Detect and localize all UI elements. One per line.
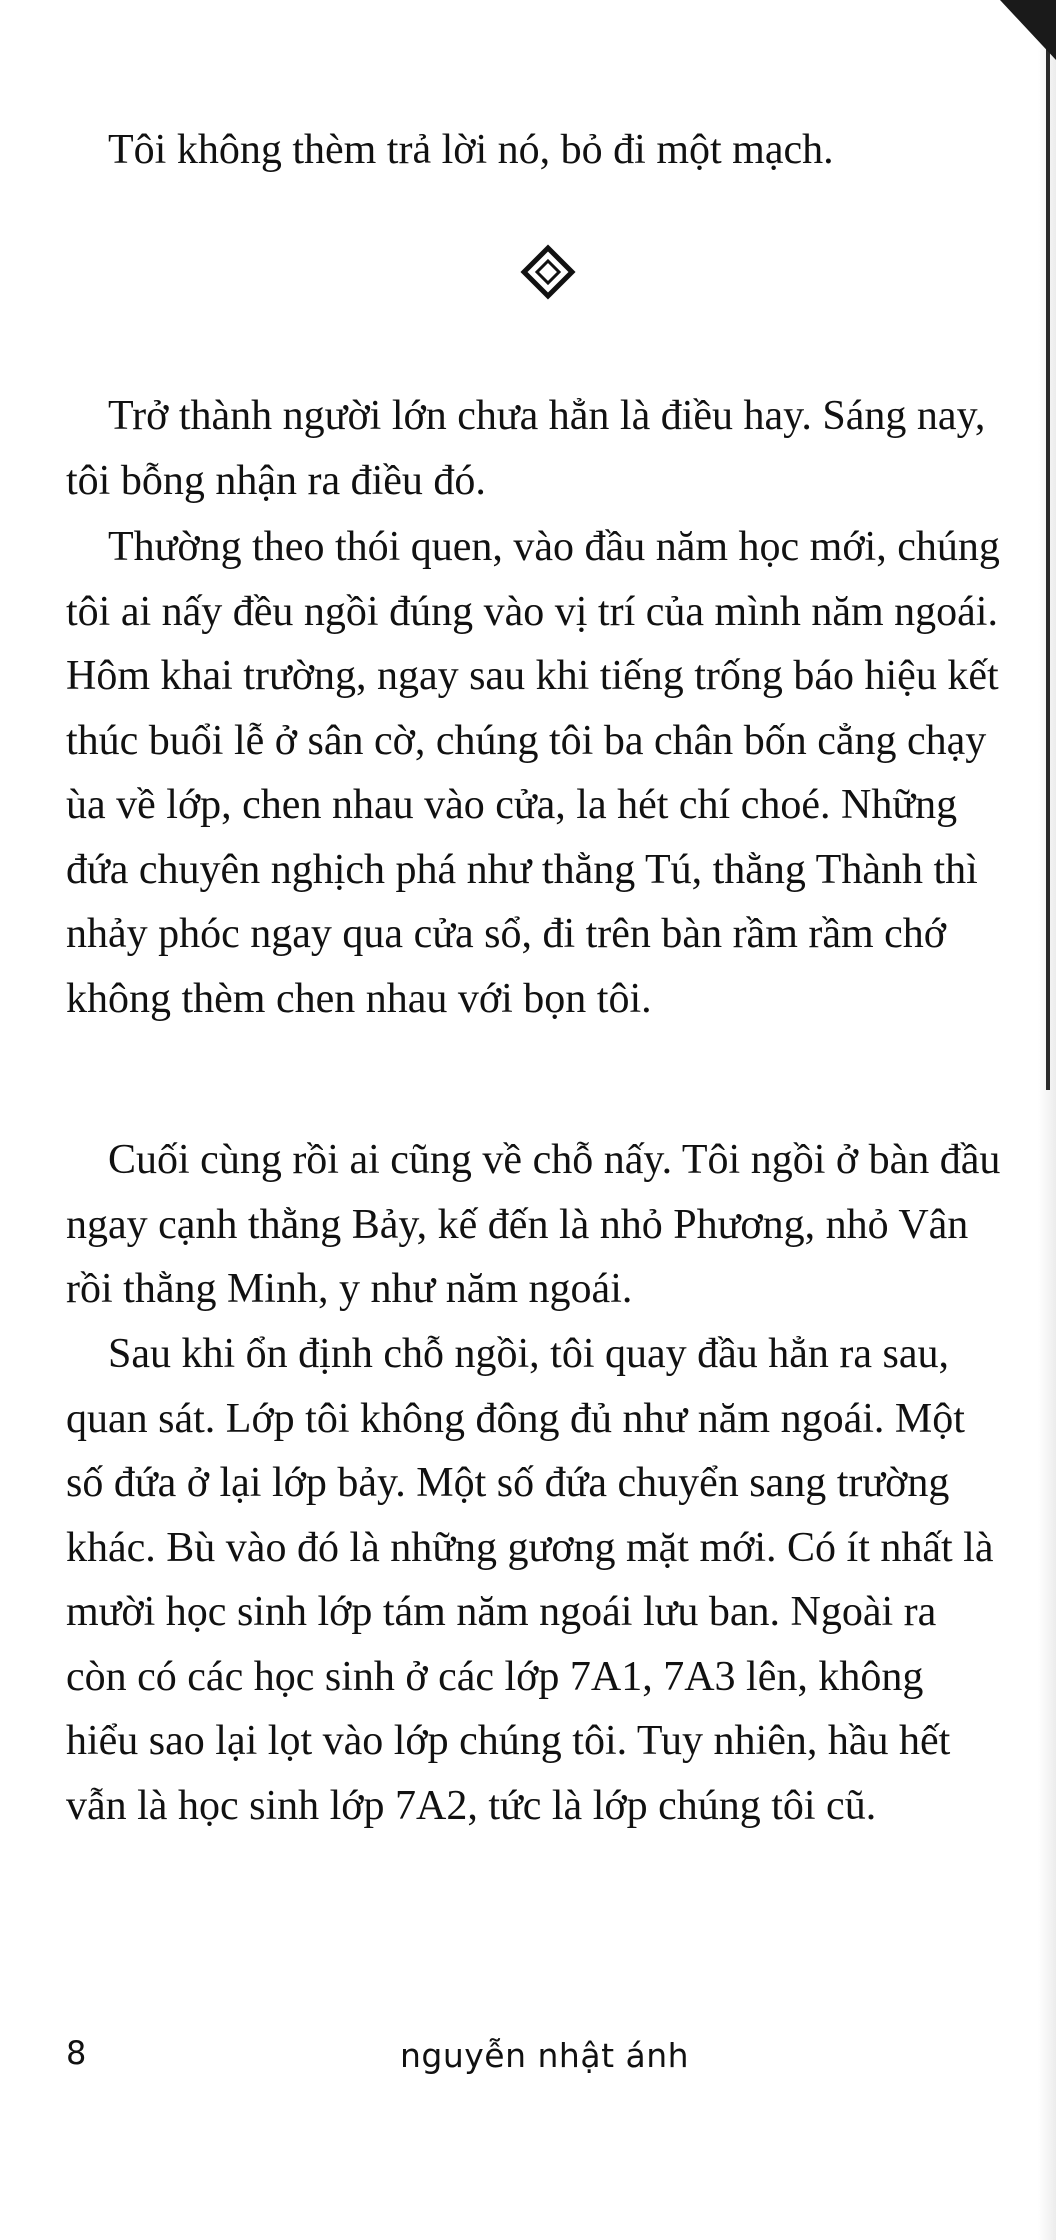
paragraph-2: Thường theo thói quen, vào đầu năm học mới, chúng tôi ai nấy đều ngồi đúng vào vị trí của mình năm ngoái. Hôm khai trường, ngay sau khi tiếng trống báo hiệu kết thúc buổi lễ ở sân cờ, chúng tôi ba chân bốn cẳng chạy ùa về lớp, chen nhau vào cửa, la hét chí choé. Những đứa chuyên nghịch phá như thằng Tú, thằng Thành thì nhảy phóc ngay qua cửa sổ, đi trên bàn rầm rầm chớ không thèm chen nhau với bọn tôi. xyxy=(66,524,1000,1022)
paragraph-1: Trở thành người lớn chưa hẳn là điều hay. Sáng nay, tôi bỗng nhận ra điều đó. xyxy=(66,393,986,504)
running-footer-author: nguyễn nhật ánh xyxy=(400,2036,690,2075)
corner-fold-mark xyxy=(1000,0,1056,60)
diamond-ornament-icon xyxy=(520,244,576,300)
page-number: 8 xyxy=(66,2034,87,2072)
paragraph-4: Sau khi ổn định chỗ ngồi, tôi quay đầu hẳn ra sau, quan sát. Lớp tôi không đông đủ như năm ngoái. Một số đứa ở lại lớp bảy. Một số đứa chuyển sang trường khác. Bù vào đó là những gương mặt mới. Có ít nhất là mười học sinh lớp tám năm ngoái lưu ban. Ngoài ra còn có các học sinh ở các lớp 7A1, 7A3 lên, không hiểu sao lại lọt vào lớp chúng tôi. Tuy nhiên, hầu hết vẫn là học sinh lớp 7A2, tức là lớp chúng tôi cũ. xyxy=(66,1331,994,1829)
paragraph-3: Cuối cùng rồi ai cũng về chỗ nấy. Tôi ngồi ở bàn đầu ngay cạnh thằng Bảy, kế đến là nhỏ Phương, nhỏ Vân rồi thằng Minh, y như năm ngoái. xyxy=(66,1137,1001,1312)
page-edge-line xyxy=(1046,40,1050,1090)
lead-line: Tôi không thèm trả lời nó, bỏ đi một mạch. xyxy=(108,127,834,173)
